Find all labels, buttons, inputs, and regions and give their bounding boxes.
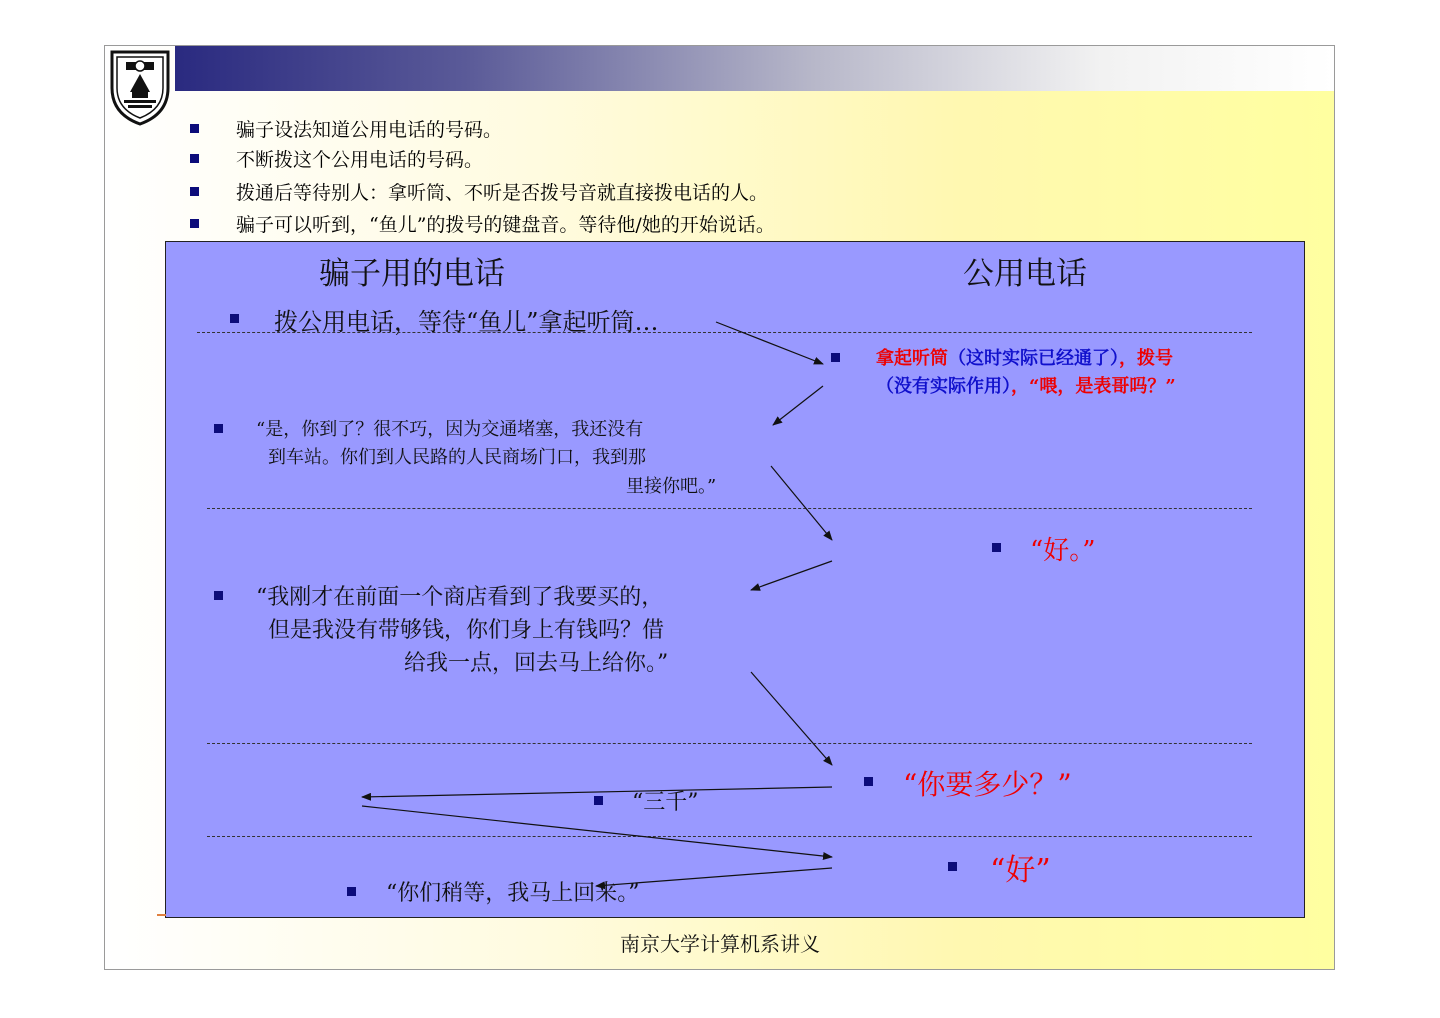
- step-how-much: “你要多少？”: [903, 768, 1072, 801]
- step-ok: “好。”: [1030, 536, 1096, 566]
- step-ok-final: “好”: [990, 853, 1051, 888]
- step-pickup-line2: （没有实际作用），“喂，是表哥吗？”: [876, 376, 1176, 397]
- step-borrow-line1: “我刚才在前面一个商店看到了我要买的，: [256, 585, 664, 610]
- bullet-text: 拨通后等待别人：拿听筒、不听是否拨号音就直接拨电话的人。: [236, 182, 769, 204]
- arrow: [716, 322, 823, 364]
- step-three-thousand: “三千”: [632, 790, 699, 815]
- step-dial-public-phone: 拨公用电话，等待“鱼儿”拿起听筒…: [274, 308, 659, 336]
- footer-text: 南京大学计算机系讲义: [620, 932, 820, 956]
- scammer-phone-header: 骗子用的电话: [319, 256, 505, 292]
- arrow: [751, 672, 832, 765]
- step-reply-line1: “是，你到了？很不巧，因为交通堵塞，我还没有: [256, 419, 644, 440]
- public-phone-header: 公用电话: [963, 256, 1087, 292]
- bullet-text: 骗子设法知道公用电话的号码。: [236, 119, 503, 141]
- bullet-text: 不断拨这个公用电话的号码。: [236, 149, 484, 171]
- arrow: [751, 561, 832, 590]
- step-reply-line2: 到车站。你们到人民路的人民商场门口，我到那: [268, 447, 646, 468]
- arrow: [773, 386, 823, 425]
- bullet-text: 骗子可以听到，“鱼儿”的拨号的键盘音。等待他/她的开始说话。: [236, 214, 775, 236]
- arrow: [596, 868, 832, 886]
- step-wait: “你们稍等，我马上回来。”: [386, 881, 640, 906]
- step-pickup-line1: 拿起听筒（这时实际已经通了），拨号: [876, 348, 1173, 369]
- arrow: [362, 806, 832, 857]
- arrow: [362, 787, 832, 797]
- arrow: [771, 466, 832, 540]
- step-borrow-line2: 但是我没有带够钱，你们身上有钱吗？借: [268, 618, 665, 643]
- step-borrow-line3: 给我一点，回去马上给你。”: [404, 651, 669, 676]
- step-reply-line3: 里接你吧。”: [626, 476, 717, 497]
